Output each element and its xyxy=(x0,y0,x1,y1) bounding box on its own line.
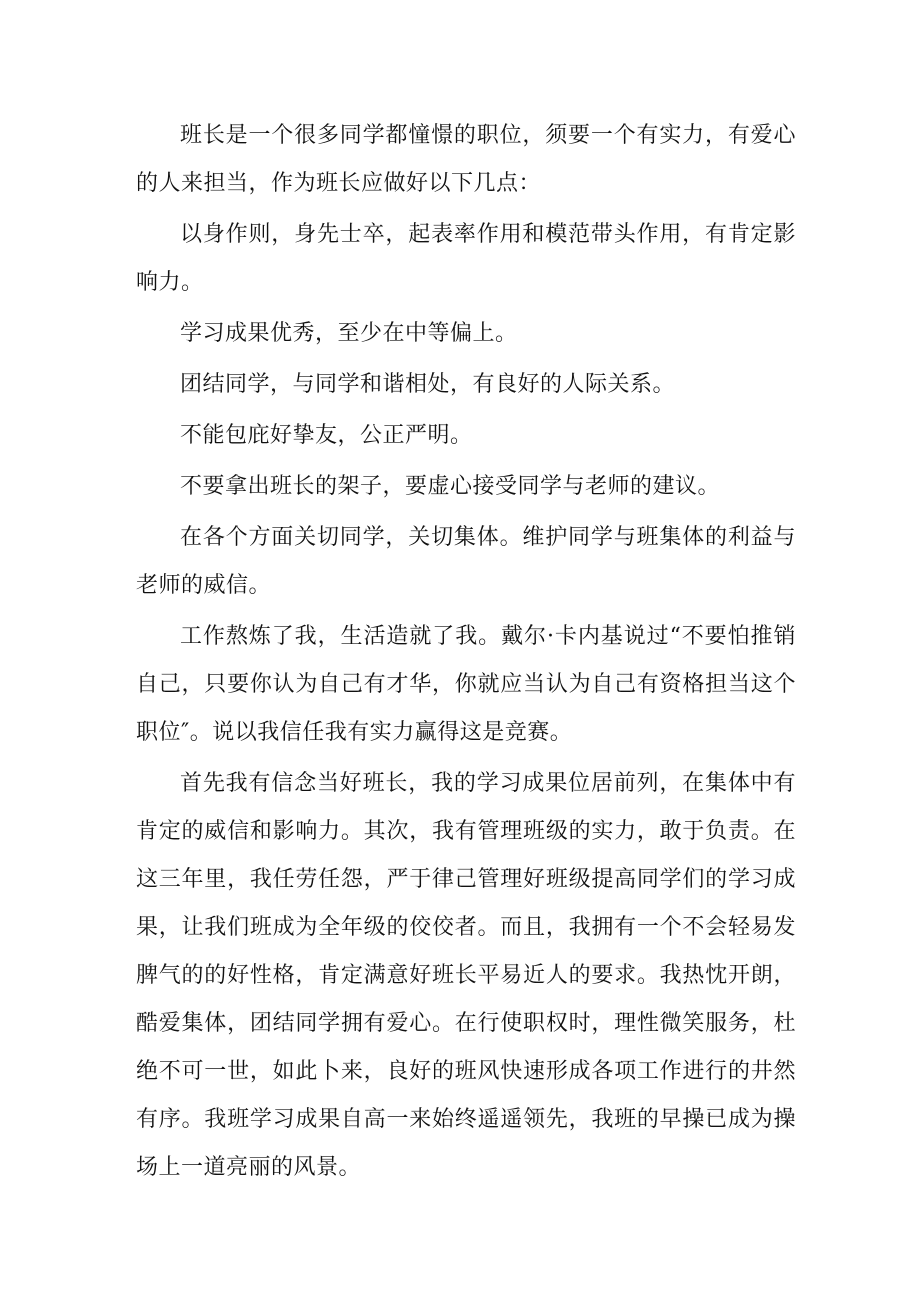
paragraph-9: 首先我有信念当好班长，我的学习成果位居前列，在集体中有肯定的威信和影响力。其次，我有管理班级的实力，敢于负责。在这三年里，我任劳任怨，严于律己管理好班级提高同学们的学习成果，让我们班成为全年级的佼佼者。而且，我拥有一个不会轻易发脾气的的好性格，肯定满意好班长平易近人的要求。我热忱开朗，酷爱集体，团结同学拥有爱心。在行使职权时，理性微笑服务，杜绝不可一世，如此卜来，良好的班风快速形成各项工作进行的井然有序。我班学习成果自高一来始终遥遥领先，我班的早操已成为操场上一道亮丽的风景。 xyxy=(136,771,796,1180)
paragraph-2: 以身作则，身先士卒，起表率作用和模范带头作用，有肯定影响力。 xyxy=(136,222,796,295)
paragraph-8: 工作熬炼了我，生活造就了我。戴尔·卡内基说过“不要怕推销自己，只要你认为自己有才华，你就应当认为自己有资格担当这个职位″。说以我信任我有实力赢得这是竞赛。 xyxy=(136,624,796,745)
paragraph-6: 不要拿出班长的架子，要虚心接受同学与老师的建议。 xyxy=(180,474,721,499)
paragraph-7: 在各个方面关切同学，关切集体。维护同学与班集体的利益与老师的威信。 xyxy=(136,525,796,598)
paragraph-3: 学习成果优秀，至少在中等偏上。 xyxy=(180,321,518,346)
document-body xyxy=(136,112,796,1195)
paragraph-4: 团结同学，与同学和谐相处，有良好的人际关系。 xyxy=(180,372,676,397)
paragraph-1: 班长是一个很多同学都憧憬的职位，须要一个有实力，有爱心的人来担当，作为班长应做好以下几点： xyxy=(136,123,796,196)
paragraph-5: 不能包庇好挚友，公正严明。 xyxy=(180,423,473,448)
